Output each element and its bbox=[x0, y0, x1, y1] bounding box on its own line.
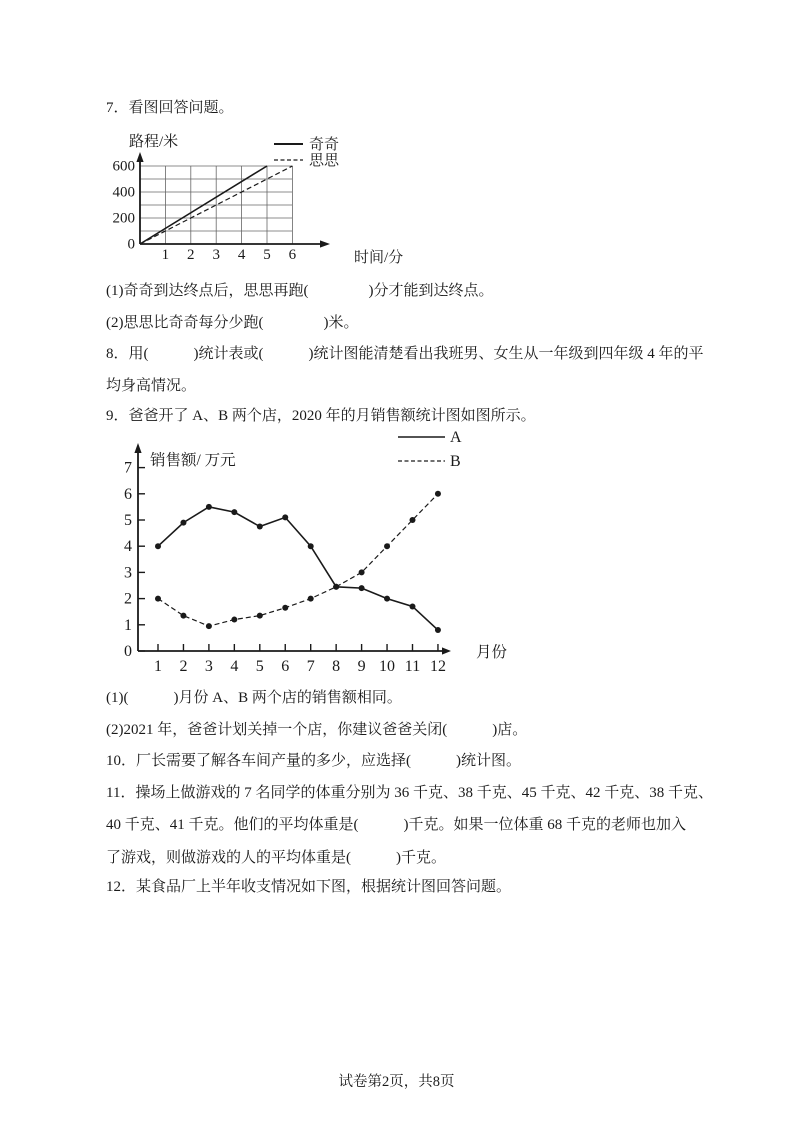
y-axis-title: 路程/米 bbox=[129, 134, 179, 150]
question-8-line1: 8．用( )统计表或( )统计图能清楚看出我班男、女生从一年级到四年级 4 年的平 bbox=[106, 346, 704, 362]
markers-A bbox=[155, 504, 441, 633]
x-tick-label: 10 bbox=[379, 658, 396, 675]
x-tick-label: 5 bbox=[255, 658, 264, 675]
question-7-title: 7．看图回答问题。 bbox=[106, 100, 234, 116]
series-A bbox=[158, 507, 438, 630]
x-tick-label: 1 bbox=[161, 247, 170, 263]
x-tick-label: 9 bbox=[357, 658, 366, 675]
ticks bbox=[138, 468, 438, 651]
y-tick-label: 0 bbox=[124, 643, 132, 660]
sales-chart bbox=[98, 422, 538, 684]
x-tick-label: 12 bbox=[429, 658, 446, 675]
y-tick-label: 400 bbox=[112, 184, 135, 201]
y-tick-label: 0 bbox=[127, 236, 135, 253]
legend-label: 奇奇 bbox=[309, 137, 340, 153]
x-tick-label: 11 bbox=[404, 658, 421, 675]
y-tick-label: 600 bbox=[112, 158, 135, 175]
axes bbox=[134, 443, 451, 655]
x-tick-label: 4 bbox=[230, 658, 239, 675]
question-7-sub1: (1)奇奇到达终点后，思思再跑( )分才能到达终点。 bbox=[106, 283, 494, 299]
x-axis-arrow bbox=[320, 240, 330, 247]
x-tick-label: 3 bbox=[204, 658, 213, 675]
x-axis-title: 月份 bbox=[476, 644, 508, 661]
question-11-line1: 11．操场上做游戏的 7 名同学的体重分别为 36 千克、38 千克、45 千克、42 千克、38 千克、 bbox=[106, 785, 713, 801]
question-10: 10．厂长需要了解各车间产量的多少，应选择( )统计图。 bbox=[106, 753, 521, 769]
y-axis-arrow bbox=[136, 152, 143, 162]
route-time-chart-svg bbox=[104, 132, 434, 274]
x-tick-label: 8 bbox=[332, 658, 341, 675]
question-11-line2: 40 千克、41 千克。他们的平均体重是( )千克。如果一位体重 68 千克的老师也加入 bbox=[106, 817, 686, 833]
y-tick-label: 6 bbox=[124, 485, 132, 503]
question-7-sub2: (2)思思比奇奇每分少跑( )米。 bbox=[106, 315, 359, 331]
question-8-line2: 均身高情况。 bbox=[106, 378, 197, 394]
y-tick-label: 7 bbox=[124, 459, 132, 477]
legend-label: A bbox=[450, 429, 462, 446]
x-tick-label: 2 bbox=[179, 658, 188, 675]
legend bbox=[398, 429, 462, 470]
page-footer: 试卷第2页，共8页 bbox=[338, 1074, 455, 1090]
y-tick-label: 2 bbox=[124, 590, 132, 608]
y-axis-arrow bbox=[134, 443, 141, 453]
question-11-line3: 了游戏，则做游戏的人的平均体重是( )千克。 bbox=[106, 850, 446, 866]
x-tick-label: 4 bbox=[237, 247, 246, 263]
y-tick-label: 1 bbox=[124, 616, 132, 634]
y-tick-label: 200 bbox=[112, 210, 135, 227]
y-tick-label: 5 bbox=[124, 512, 132, 529]
sales-chart-svg bbox=[98, 422, 538, 684]
x-tick-label: 3 bbox=[212, 247, 220, 263]
x-tick-label: 2 bbox=[187, 247, 195, 263]
y-axis-title: 销售额/ 万元 bbox=[150, 452, 236, 469]
markers-B bbox=[155, 491, 441, 629]
legend-label: B bbox=[450, 453, 461, 470]
x-axis-title: 时间/分 bbox=[354, 250, 404, 266]
x-tick-label: 5 bbox=[263, 247, 271, 263]
question-9-title: 9．爸爸开了 A、B 两个店，2020 年的月销售额统计图如图所示。 bbox=[106, 408, 536, 424]
question-9-sub2: (2)2021 年，爸爸计划关掉一个店，你建议爸爸关闭( )店。 bbox=[106, 722, 528, 738]
x-tick-label: 6 bbox=[281, 658, 290, 675]
route-time-chart bbox=[104, 132, 434, 274]
x-axis-arrow bbox=[442, 647, 451, 654]
y-tick-label: 3 bbox=[124, 564, 132, 582]
x-tick-label: 7 bbox=[306, 658, 315, 675]
series-B bbox=[158, 494, 438, 626]
y-tick-label: 4 bbox=[124, 538, 132, 556]
legend-label: 思思 bbox=[309, 153, 340, 169]
question-12: 12．某食品厂上半年收支情况如下图，根据统计图回答问题。 bbox=[106, 879, 512, 895]
legend bbox=[274, 136, 340, 169]
x-tick-label: 1 bbox=[154, 658, 162, 675]
x-tick-label: 6 bbox=[288, 247, 297, 263]
question-9-sub1: (1)( )月份 A、B 两个店的销售额相同。 bbox=[106, 690, 402, 706]
tick-labels bbox=[124, 460, 446, 675]
